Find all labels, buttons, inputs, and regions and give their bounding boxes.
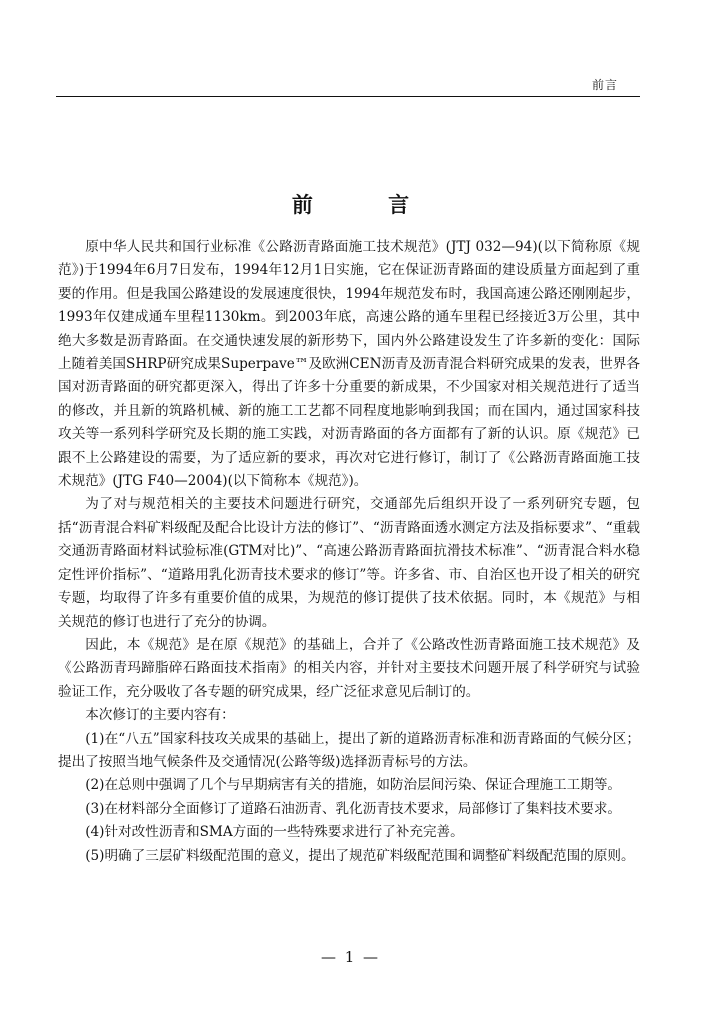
revision-item-3: (3)在材料部分全面修订了道路石油沥青、乳化沥青技术要求，局部修订了集料技术要求。 <box>85 800 622 817</box>
revision-item-1: (1)在“八五”国家科技攻关成果的基础上，提出了新的道路沥青标准和沥青路面的气候分区；提出了按照当地气候条件及交通情况(公路等级)选择沥青标号的方法。 <box>58 730 640 770</box>
running-header: 前言 <box>591 78 618 92</box>
paragraph-revisions-heading: 本次修订的主要内容有： <box>85 707 235 724</box>
body-text <box>58 236 640 868</box>
revision-item-2: (2)在总则中强调了几个与早期病害有关的措施，如防治层间污染、保证合理施工工期等。 <box>85 777 622 794</box>
revision-item-4: (4)针对改性沥青和SMA方面的一些特殊要求进行了补充完善。 <box>85 824 464 841</box>
page-title: 前 言 <box>291 192 444 217</box>
paragraph-research: 为了对与规范相关的主要技术问题进行研究，交通部先后组织开设了一系列研究专题，包括“沥青混合料矿料级配及配合比设计方法的修订”、“沥青路面透水测定方法及指标要求”、“重载交通沥青路面材料试验标准(GTM对比)”、“高速公路沥青路面抗滑技术标准”、“沥青混合料水稳定性评价指标”、“道路用乳化沥青技术要求的修订”等。许多省、市、自治区也开设了相关的研究专题，均取得了许多有重要价值的成果，为规范的修订提供了技术依据。同时，本《规范》与相关规范的修订也进行了充分的协调。 <box>58 496 640 630</box>
header-rule <box>56 96 640 97</box>
page-number: — 1 — <box>320 948 381 966</box>
paragraph-intro: 原中华人民共和国行业标准《公路沥青路面施工技术规范》(JTJ 032—94)(以下简称原《规范》)于1994年6月7日发布，1994年12月1日实施，它在保证沥青路面的建设质量方面起到了重要的作用。但是我国公路建设的发展速度很快，1994年规范发布时，我国高速公路还刚刚起步，1993年仅建成通车里程1130km。到2003年底，高速公路的通车里程已经接近3万公里，其中绝大多数是沥青路面。在交通快速发展的新形势下，国内外公路建设发生了许多新的变化：国际上随着美国SHRP研究成果Superpave™及欧洲CEN沥青及沥青混合料研究成果的发表，世界各国对沥青路面的研究都更深入，得出了许多十分重要的新成果，不少国家对相关规范进行了适当的修改，并且新的筑路机械、新的施工工艺都不同程度地影响到我国；而在国内，通过国家科技攻关等一系列科学研究及长期的施工实践，对沥青路面的各方面都有了新的认识。原《规范》已跟不上公路建设的需要，为了适应新的要求，再次对它进行修订，制订了《公路沥青路面施工技术规范》(JTG F40—2004)(以下简称本《规范》)。 <box>58 239 640 490</box>
paragraph-merge: 因此，本《规范》是在原《规范》的基础上，合并了《公路改性沥青路面施工技术规范》及《公路沥青玛蹄脂碎石路面技术指南》的相关内容，并针对主要技术问题开展了科学研究与试验验证工作，充分吸收了各专题的研究成果，经广泛征求意见后制订的。 <box>58 636 640 700</box>
revision-item-5: (5)明确了三层矿料级配范围的意义，提出了规范矿料级配范围和调整矿料级配范围的原则。 <box>85 847 635 864</box>
